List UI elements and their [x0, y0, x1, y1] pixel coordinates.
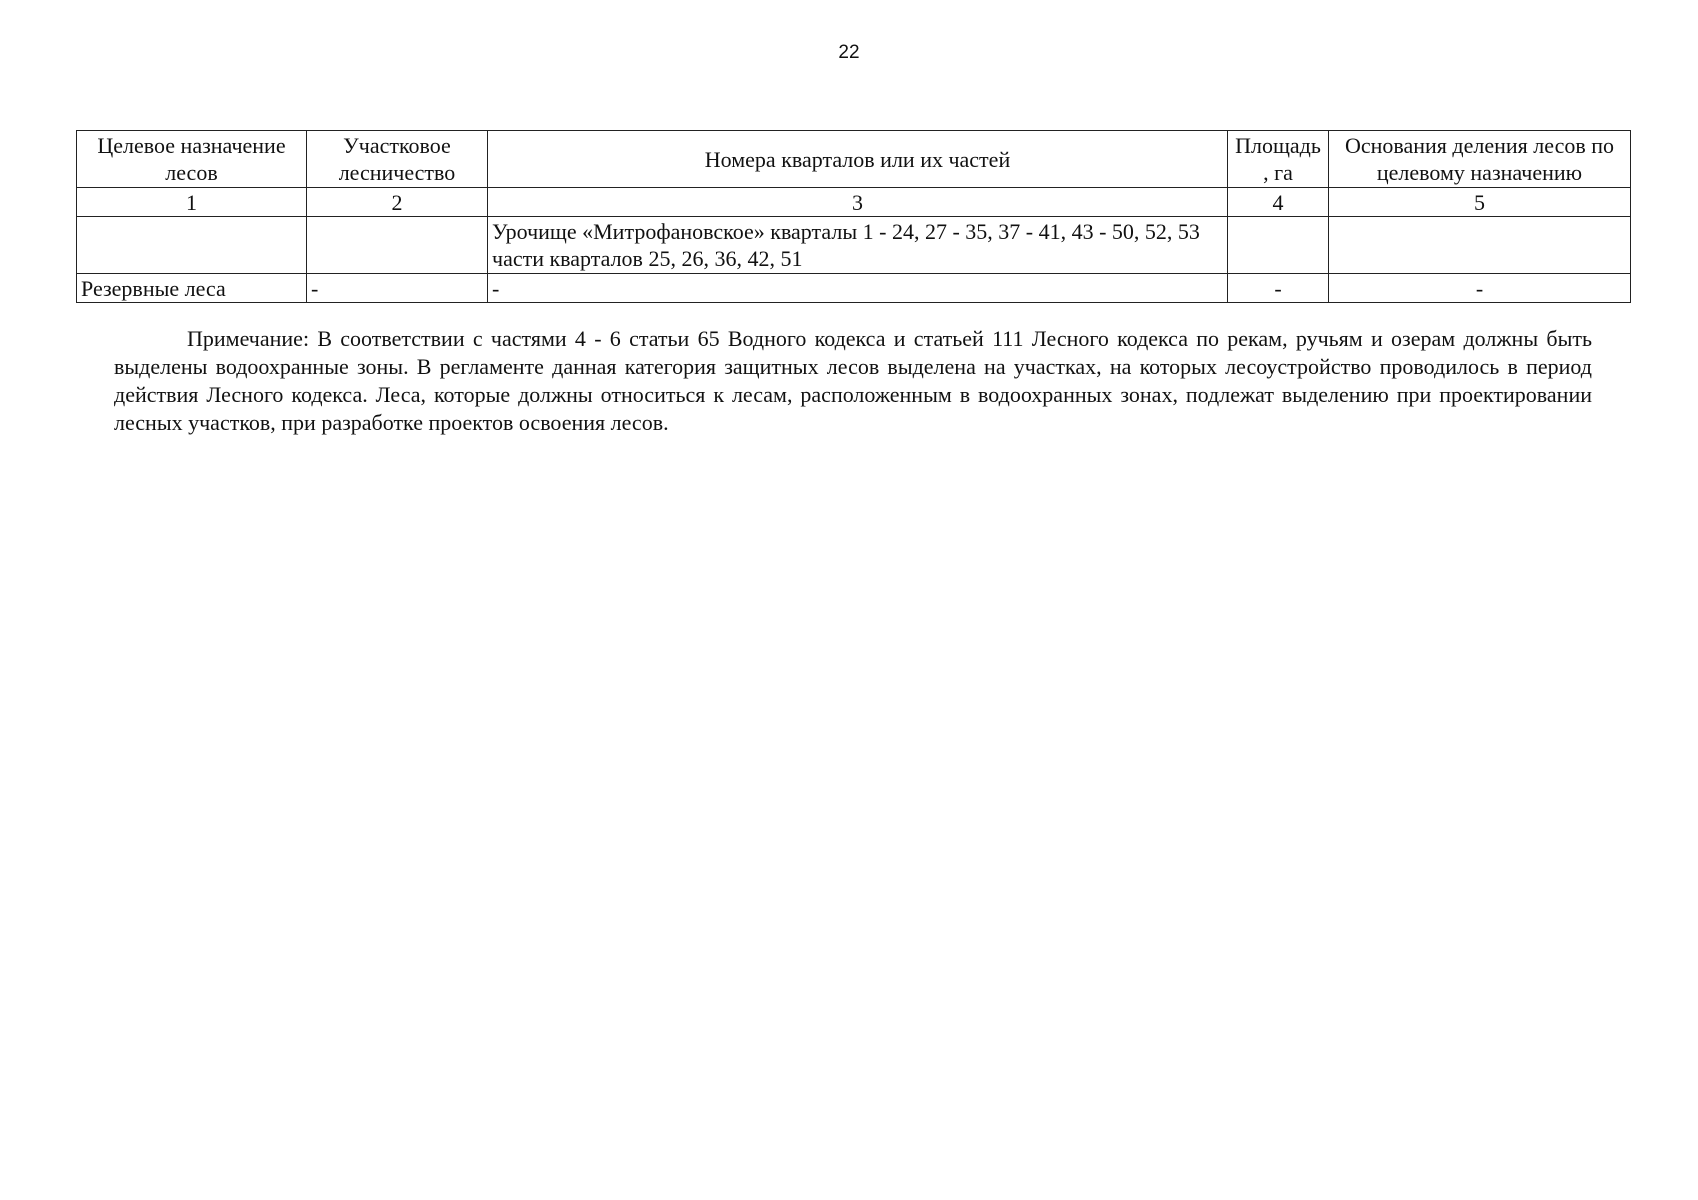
- table-cell: -: [307, 274, 488, 303]
- table-row: [77, 217, 1631, 274]
- header-area: Площадь , га: [1228, 131, 1329, 188]
- column-number: 1: [77, 188, 307, 217]
- table-cell: [1329, 217, 1631, 274]
- header-purpose: Целевое назначение лесов: [77, 131, 307, 188]
- column-number: 4: [1228, 188, 1329, 217]
- column-number: 3: [488, 188, 1228, 217]
- table-cell: -: [488, 274, 1228, 303]
- page-number: 22: [838, 42, 860, 63]
- note-paragraph: Примечание: В соответствии с частями 4 - 6 статьи 65 Водного кодекса и статьей 111 Лесного кодекса по рекам, ручьям и озерам должны быть выделены водоохранные зоны. В регламенте данная категория защитных лесов выделена на участках, на которых лесоустройство проводилось в период действия Лесного кодекса. Леса, которые должны относиться к лесам, расположенным в водоохранных зонах, подлежат выделению при проектировании лесных участков, при разработке проектов освоения лесов.: [114, 326, 1592, 435]
- table-cell-quarters: Урочище «Митрофановское» кварталы 1 - 24, 27 - 35, 37 - 41, 43 - 50, 52, 53 части кварталов 25, 26, 36, 42, 51: [488, 217, 1228, 274]
- column-number-row: [77, 188, 1631, 217]
- header-basis: Основания деления лесов по целевому назначению: [1329, 131, 1631, 188]
- table-cell: [77, 217, 307, 274]
- header-quarters: Номера кварталов или их частей: [488, 131, 1228, 188]
- column-number: 5: [1329, 188, 1631, 217]
- column-number: 2: [307, 188, 488, 217]
- table-cell: [1228, 217, 1329, 274]
- table-cell-purpose: Резервные леса: [77, 274, 307, 303]
- table-cell: [307, 217, 488, 274]
- table-cell: -: [1329, 274, 1631, 303]
- forest-purpose-table: [76, 130, 1631, 303]
- table-row: [77, 274, 1631, 303]
- table-cell: -: [1228, 274, 1329, 303]
- header-district: Участковое лесничество: [307, 131, 488, 188]
- table-header-row: [77, 131, 1631, 188]
